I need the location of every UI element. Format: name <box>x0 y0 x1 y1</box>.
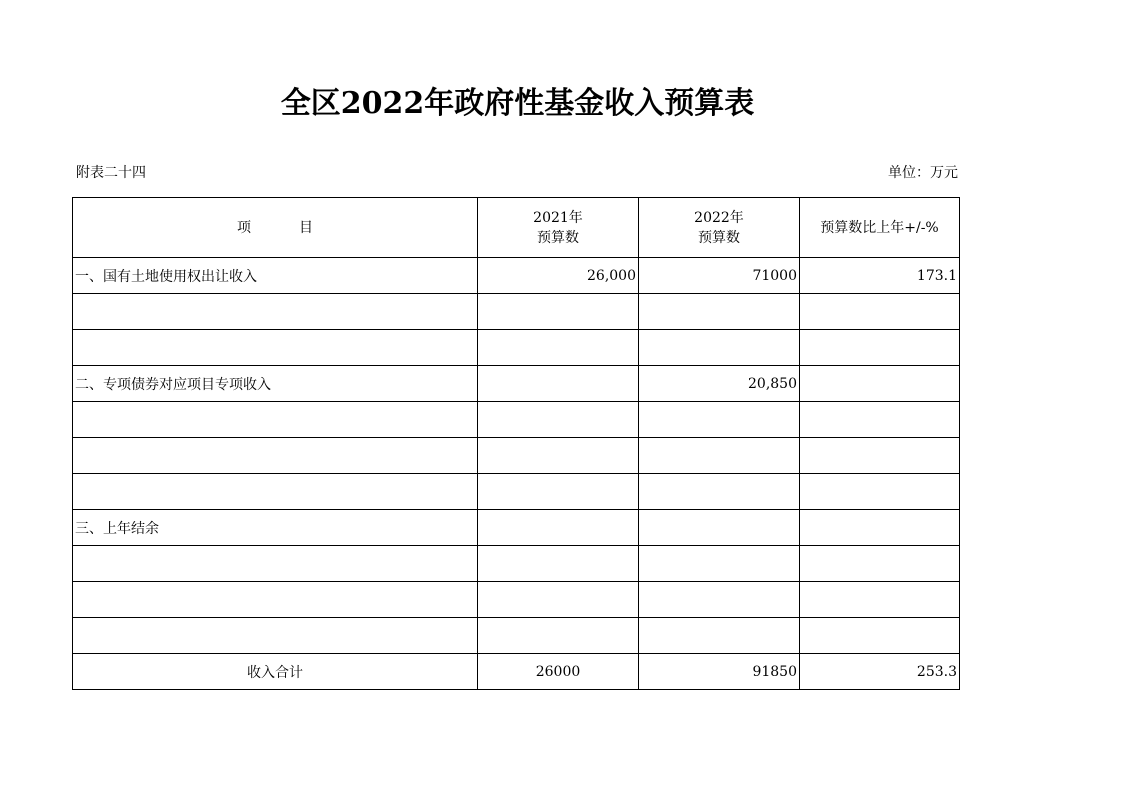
row-change-percent <box>800 546 960 582</box>
row-item <box>73 402 478 438</box>
table-row <box>73 330 960 366</box>
header-2022-year: 2022年 <box>694 209 744 226</box>
row-change-percent <box>800 582 960 618</box>
header-item-char-a: 项 <box>237 219 251 236</box>
table-row <box>73 510 960 546</box>
unit-label: 单位：万元 <box>888 165 958 181</box>
table-row <box>73 366 960 402</box>
row-2021-value <box>478 366 639 402</box>
row-2021-value: 26,000 <box>478 258 639 294</box>
row-2022-value <box>639 582 800 618</box>
header-item-char-b: 目 <box>299 219 313 236</box>
row-2021-value <box>478 618 639 654</box>
row-2022-value <box>639 330 800 366</box>
row-item <box>73 330 478 366</box>
table-row <box>73 582 960 618</box>
row-item <box>73 582 478 618</box>
row-2021-value <box>478 330 639 366</box>
header-2022-budget <box>639 198 800 258</box>
row-2021-value <box>478 510 639 546</box>
row-item: 一、国有土地使用权出让收入 <box>73 258 478 294</box>
table-row <box>73 258 960 294</box>
row-item <box>73 294 478 330</box>
row-item: 二、专项债券对应项目专项收入 <box>73 366 478 402</box>
row-2021-value <box>478 402 639 438</box>
table-header-row <box>73 198 960 258</box>
row-2022-value <box>639 438 800 474</box>
header-2021-year: 2021年 <box>533 209 583 226</box>
page-title: 全区2022年政府性基金收入预算表 <box>280 86 755 121</box>
total-2022-value: 91850 <box>639 654 800 690</box>
table-row <box>73 402 960 438</box>
row-change-percent <box>800 510 960 546</box>
total-label: 收入合计 <box>73 654 478 690</box>
row-2022-value: 20,850 <box>639 366 800 402</box>
table-total-row <box>73 654 960 690</box>
table-row <box>73 294 960 330</box>
row-item <box>73 474 478 510</box>
row-2022-value: 71000 <box>639 258 800 294</box>
row-2021-value <box>478 438 639 474</box>
attachment-label: 附表二十四 <box>76 165 146 181</box>
table-row <box>73 438 960 474</box>
row-item <box>73 546 478 582</box>
row-2021-value <box>478 546 639 582</box>
row-change-percent: 173.1 <box>800 258 960 294</box>
row-change-percent <box>800 402 960 438</box>
total-change-percent: 253.3 <box>800 654 960 690</box>
total-2021-value: 26000 <box>478 654 639 690</box>
table-row <box>73 546 960 582</box>
row-2022-value <box>639 402 800 438</box>
row-change-percent <box>800 330 960 366</box>
header-2021-budget <box>478 198 639 258</box>
row-2022-value <box>639 510 800 546</box>
header-2021-label: 预算数 <box>537 229 579 246</box>
row-2021-value <box>478 474 639 510</box>
row-2022-value <box>639 474 800 510</box>
header-change-percent: 预算数比上年+/-% <box>800 198 960 258</box>
header-item <box>73 198 478 258</box>
row-change-percent <box>800 618 960 654</box>
row-2022-value <box>639 546 800 582</box>
row-item <box>73 618 478 654</box>
header-2022-label: 预算数 <box>698 229 740 246</box>
row-change-percent <box>800 438 960 474</box>
budget-table <box>72 197 960 690</box>
row-2021-value <box>478 294 639 330</box>
row-2021-value <box>478 582 639 618</box>
row-change-percent <box>800 294 960 330</box>
row-change-percent <box>800 474 960 510</box>
table-row <box>73 618 960 654</box>
row-item: 三、上年结余 <box>73 510 478 546</box>
row-item <box>73 438 478 474</box>
row-2022-value <box>639 294 800 330</box>
table-row <box>73 474 960 510</box>
row-change-percent <box>800 366 960 402</box>
row-2022-value <box>639 618 800 654</box>
